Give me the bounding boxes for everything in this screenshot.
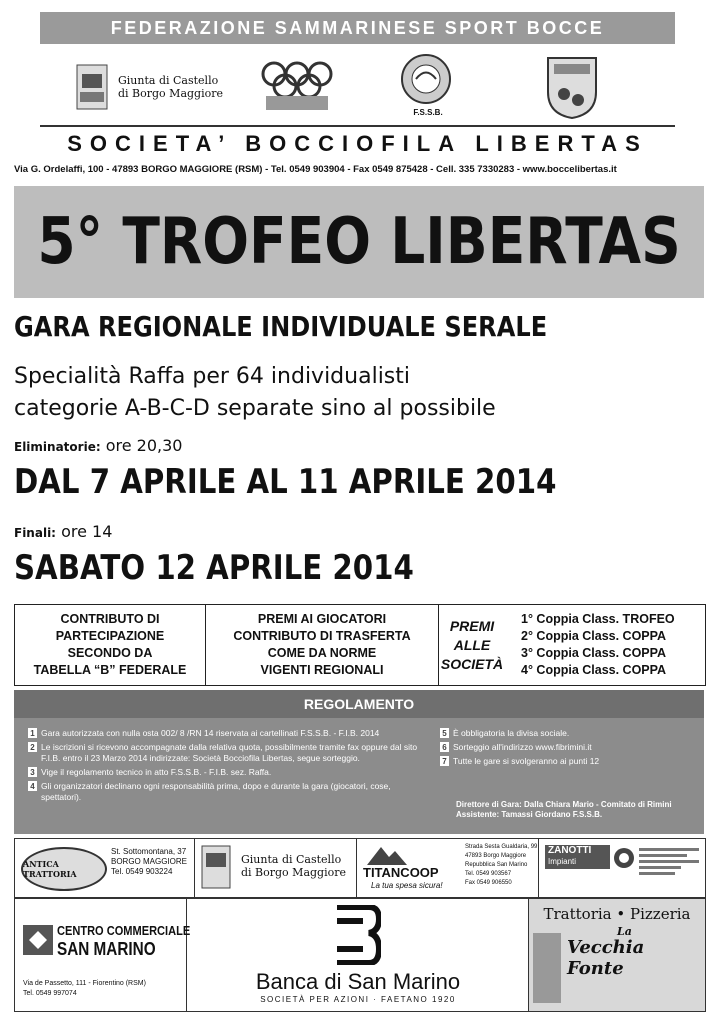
event-title: 5° TROFEO LIBERTAS bbox=[37, 205, 681, 279]
sponsor-centro-commerciale: CENTRO COMMERCIALE SAN MARINO Via de Passetto, 111 - Fiorentino (RSM) Tel. 0549 997074 bbox=[15, 899, 187, 1011]
eliminatorie-info: Eliminatorie: ore 20,30 bbox=[14, 436, 183, 455]
rules-left: 1 Gara autorizzata con nulla osta 002/ 8 /RN 14 riservata ai cartellinati F.S.S.B. - F.I.B. 2014 2 Le iscrizioni si ricevono accompagnate dalla relativa quota, possibilmente tramite fax oppure dal sito F.I.B. entro il 23 Marzo 2014 indirizzate: Società Bocciofila Libertas, segue sorteggio. 3 Vige il regolamento tecnico in atto F.S.S.B. - F.I.B. sez. Raffa. 4 Gli organizzatori declinano ogni responsabilità prima, dopo e durante la gara (giocatori, cose, spettatori). bbox=[28, 728, 420, 806]
finali-info: Finali: ore 14 bbox=[14, 522, 113, 541]
fssb-logo: F.S.S.B. bbox=[398, 54, 458, 118]
premi-societa-cell: PREMI ALLE SOCIETÀ 1° Coppia Class. TROFEO 2° Coppia Class. COPPA 3° Coppia Class. COPPA 4° Coppia Class. COPPA bbox=[440, 612, 675, 677]
giunta-label: Giunta di Castello di Borgo Maggiore bbox=[118, 74, 223, 100]
society-name: SOCIETA’ BOCCIOFILA LIBERTAS bbox=[40, 125, 675, 157]
regolamento-panel bbox=[14, 690, 704, 834]
libertas-shield-logo bbox=[546, 56, 598, 124]
sponsor-titancoop: TITANCOOP La tua spesa sicura! Strada Sesta Gualdaria, 99 47893 Borgo Maggiore Repubblica San Marino Tel. 0549 903567 Fax 0549 906550 bbox=[357, 839, 539, 897]
premi-giocatori-cell: PREMI AI GIOCATORI CONTRIBUTO DI TRASFERTA COME DA NORME VIGENTI REGIONALI bbox=[206, 605, 439, 685]
contributo-cell: CONTRIBUTO DI PARTECIPAZIONE SECONDO DA TABELLA “B” FEDERALE bbox=[15, 605, 206, 685]
castello-logo bbox=[76, 64, 108, 110]
sponsor-banca-san-marino: Banca di San Marino SOCIETÀ PER AZIONI · FAETANO 1920 bbox=[187, 899, 529, 1011]
regolamento-title: REGOLAMENTO bbox=[14, 690, 704, 718]
event-subtitle: GARA REGIONALE INDIVIDUALE SERALE bbox=[14, 310, 548, 343]
director-info: Direttore di Gara: Dalla Chiara Mario - Comitato di Rimini Assistente: Tamassi Giordano F.S.S.B. bbox=[456, 800, 672, 819]
event-title-banner bbox=[14, 186, 704, 298]
sponsors-row-2 bbox=[14, 898, 706, 1012]
olympic-rings-logo bbox=[258, 58, 336, 122]
sponsor-pizzeria: Trattoria • Pizzeria La Vecchia Fonte bbox=[529, 899, 705, 1011]
society-address: Via G. Ordelaffi, 100 - 47893 BORGO MAGGIORE (RSM) - Tel. 0549 903904 - Fax 0549 875428 - Cell. 335 7330283 - www.boccelibertas.it bbox=[14, 164, 617, 175]
federation-banner: FEDERAZIONE SAMMARINESE SPORT BOCCE bbox=[40, 12, 675, 44]
specialty-line-1: Specialità Raffa per 64 individualisti bbox=[14, 364, 410, 389]
finali-date: SABATO 12 APRILE 2014 bbox=[14, 548, 414, 588]
rules-right: 5 È obbligatoria la divisa sociale. 6 Sorteggio all'indirizzo www.fibrimini.it 7 Tutte le gare si svolgeranno ai punti 12 bbox=[440, 728, 690, 770]
eliminatorie-dates: DAL 7 APRILE AL 11 APRILE 2014 bbox=[14, 462, 557, 502]
info-table bbox=[14, 604, 706, 686]
sponsor-zanotti: ZANOTTI Impianti bbox=[539, 839, 705, 897]
specialty-line-2: categorie A-B-C-D separate sino al possibile bbox=[14, 396, 496, 421]
sponsor-giunta: Giunta di Castello di Borgo Maggiore bbox=[195, 839, 357, 897]
sponsors-row-1 bbox=[14, 838, 706, 898]
sponsor-trattoria: ANTICA TRATTORIA St. Sottomontana, 37 BORGO MAGGIORE Tel. 0549 903224 bbox=[15, 839, 195, 897]
